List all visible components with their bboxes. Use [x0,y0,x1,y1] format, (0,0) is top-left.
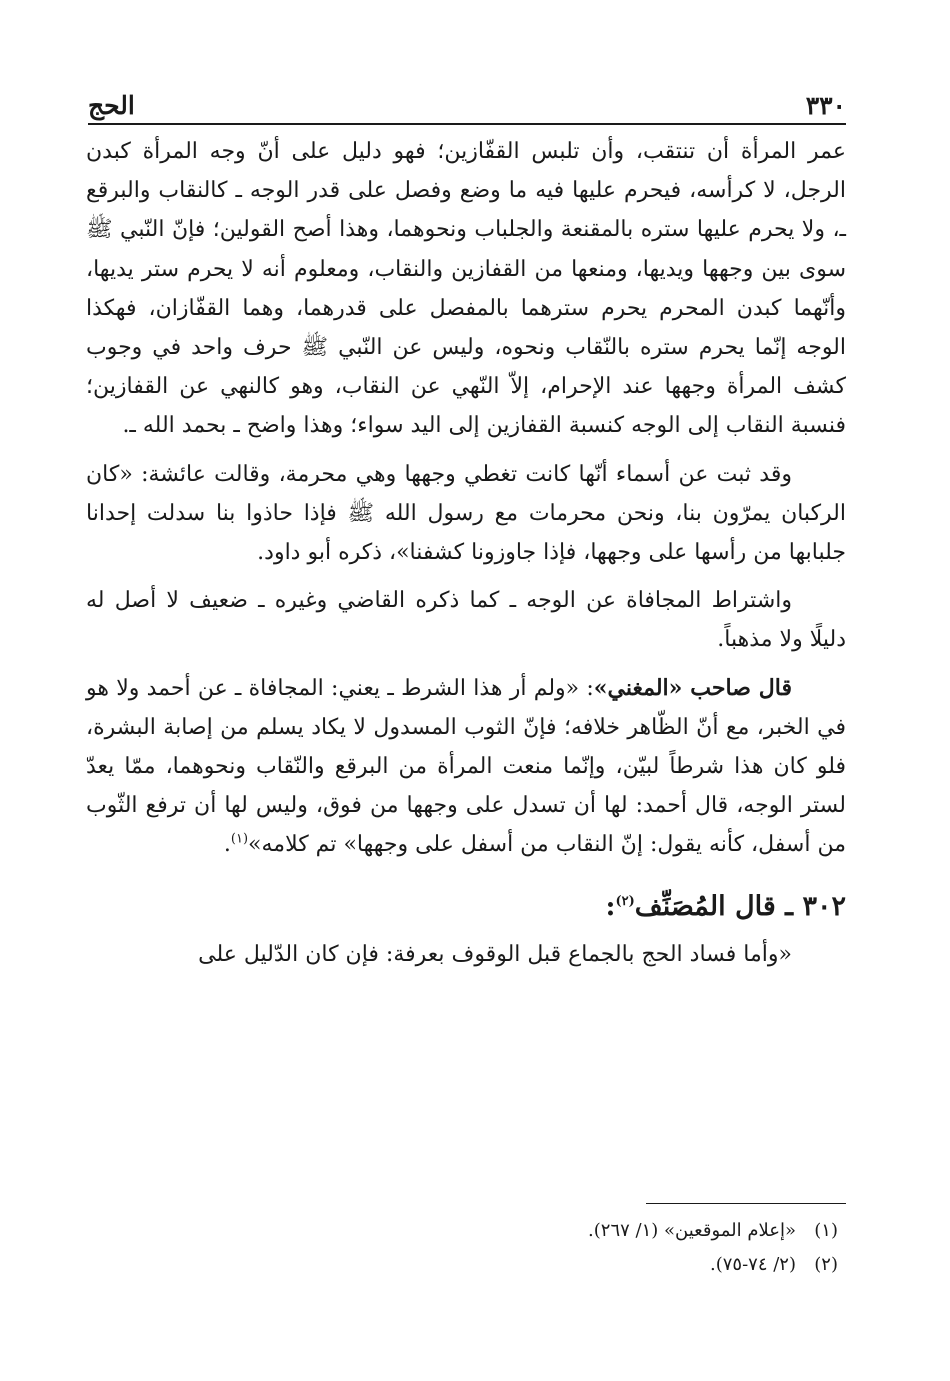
page-number: ٣٣٠ [805,91,846,120]
main-text [86,132,846,983]
header-rule [88,123,846,125]
footnote-2 [300,1248,838,1282]
paragraph-asma-aisha: وقد ثبت عن أسماء أنّها كانت تغطي وجهها وهي محرمة، وقالت عائشة: «كان الركبان يمرّون بنا، ونحن محرمات مع رسول الله ﷺ فإذا حاذوا بنا سدلت إحدانا جلبابها من رأسها على وجهها، فإذا جاوزونا كشفنا»، ذكره أبو داود. [86,461,846,566]
quote-lead: قال صاحب «المغني» [593,674,792,701]
paragraph-continued: عمر المرأة أن تنتقب، وأن تلبس القفّازين؛ فهو دليل على أنّ وجه المرأة كبدن الرجل، لا كرأسه، فيحرم عليها فيه ما وضع وفصل على قدر الوجه ـ كالنقاب والبرقع ـ، ولا يحرم عليها ستره بالمقنعة والجلباب ونحوهما، وهذا أصح القولين؛ فإنّ النّبي ﷺ سوى بين وجهها ويديها، ومنعها من القفازين والنقاب، ومعلوم أنه لا يحرم ستر يديها، وأنّهما كبدن المحرم يحرم سترهما بالمفصل على قدرهما، وهما القفّازان، فهكذا الوجه إنّما يحرم ستره بالنّقاب ونحوه، وليس عن النّبي ﷺ حرف واحد في وجوب كشف المرأة وجهها عند الإحرام، إلاّ النّهي عن النقاب، وهو كالنهي عن القفازين؛ فنسبة النقاب إلى الوجه كنسبة القفازين إلى اليد سواء؛ وهذا واضح ـ بحمد الله ـ. [86,139,846,439]
section-heading-text: ٣٠٢ ـ قال المُصَنِّف [634,890,846,922]
footnote-rule [646,1203,846,1204]
running-header [88,84,846,120]
footnote-ref-2[interactable]: (٢) [615,893,635,909]
chapter-title: الحج [88,91,135,120]
footnote-ref-1[interactable]: (١) [230,832,249,848]
quote-end: . [223,832,231,858]
paragraph-mughni-quote [86,669,846,865]
footnote-text: «إعلام الموقعين» (١/ ٢٦٧). [588,1220,796,1241]
footnote-number: (١) [814,1220,838,1241]
footnote-text: (٢/ ٧٤-٧٥). [709,1254,796,1275]
paragraph-final: «وأما فساد الحج بالجماع قبل الوقوف بعرفة: فإن كان الدّليل على [198,941,792,967]
paragraph-mujafah: واشتراط المجافاة عن الوجه ـ كما ذكره القاضي وغيره ـ ضعيف لا أصل له دليلًا ولا مذهباً. [86,588,846,653]
footnote-number: (٢) [814,1254,838,1275]
quote-text: : «ولم أر هذا الشرط ـ يعني: المجافاة ـ عن أحمد ولا هو في الخبر، مع أنّ الظّاهر خلافه؛ فإنّ الثوب المسدول لا يكاد يسلم من إصابة البشرة، فلو كان هذا شرطاً لبيّن، وإنّما منعت المرأة من البرقع والنّقاب ونحوهما، ممّا يعدّ لستر الوجه، قال أحمد: لها أن تسدل على وجهها من فوق، وليس لها أن ترفع الثّوب من أسفل، كأنه يقول: إنّ النقاب من أسفل على وجهها» تم كلامه» [86,675,846,858]
section-heading [86,887,846,927]
footnote-1 [300,1214,838,1248]
footnotes [300,1214,838,1282]
section-heading-end: : [605,890,616,922]
